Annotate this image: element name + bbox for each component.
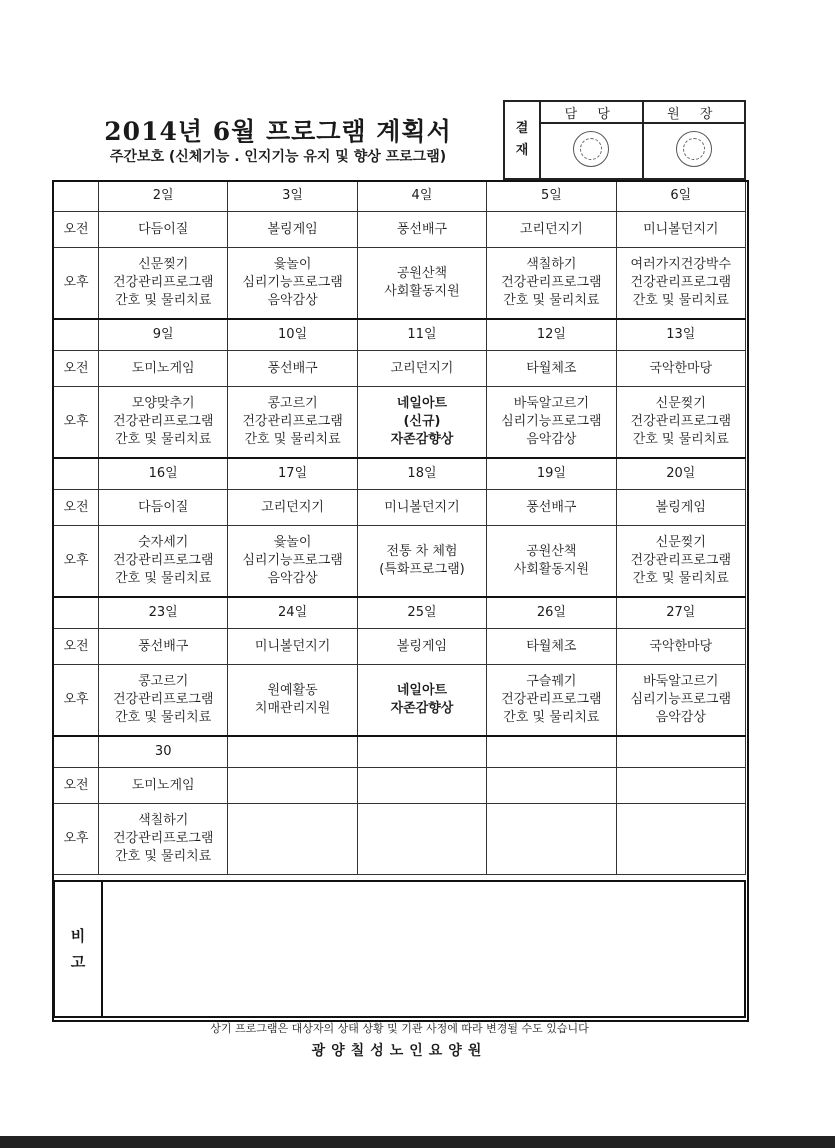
- am-activity-cell: 풍선배구: [487, 490, 616, 526]
- date-cell: 5일: [487, 181, 616, 212]
- pm-activity-cell: [487, 387, 616, 459]
- remarks-content: [102, 881, 745, 1017]
- am-row: [54, 351, 746, 387]
- am-activity-cell: [357, 768, 486, 804]
- date-cell: 10일: [228, 319, 357, 351]
- pm-activity-cell: [99, 804, 228, 875]
- pm-activity-line: 음악감상: [655, 710, 706, 725]
- date-row: [54, 458, 746, 490]
- remarks-label: [54, 881, 102, 1017]
- pm-activity-cell: [228, 387, 357, 459]
- am-label: 오전: [54, 351, 99, 387]
- pm-activity-line: 간호 및 물리치료: [632, 293, 729, 308]
- pm-activity-line: 모양맞추기: [131, 396, 195, 411]
- pm-activity-line: 건강관리프로그램: [112, 275, 214, 290]
- pm-activity-line: 원예활동: [267, 683, 318, 698]
- pm-activity-line: 여러가지건강박수: [630, 257, 732, 272]
- am-activity-cell: 미니볼던지기: [357, 490, 486, 526]
- scan-edge: [0, 1136, 835, 1148]
- pm-activity-cell: [616, 387, 745, 459]
- remarks-label-char: 고: [70, 953, 86, 971]
- date-cell: 4일: [357, 181, 486, 212]
- pm-activity-cell: [487, 248, 616, 320]
- pm-activity-cell: [487, 665, 616, 737]
- pm-activity-line: 사회활동지원: [384, 284, 460, 299]
- pm-row: [54, 248, 746, 320]
- approval-stamp-icon: [573, 131, 609, 167]
- pm-activity-line: 네일아트: [396, 396, 448, 411]
- document-title: 2014년 6월 프로그램 계획서: [104, 117, 452, 146]
- pm-activity-line: 콩고르기: [267, 396, 318, 411]
- am-row: [54, 490, 746, 526]
- date-cell: 18일: [357, 458, 486, 490]
- approval-stamp-icon: [676, 131, 712, 167]
- date-cell: 20일: [616, 458, 745, 490]
- date-row: [54, 181, 746, 212]
- pm-label: 오후: [54, 387, 99, 459]
- date-cell: [357, 736, 486, 768]
- pm-activity-line: 심리기능프로그램: [242, 275, 343, 290]
- pm-activity-line: 음악감상: [526, 432, 577, 447]
- am-label: 오전: [54, 490, 99, 526]
- pm-activity-line: 건강관리프로그램: [630, 275, 732, 290]
- pm-activity-line: 음악감상: [267, 293, 318, 308]
- pm-activity-cell: [228, 665, 357, 737]
- date-cell: 16일: [99, 458, 228, 490]
- pm-row: [54, 804, 746, 875]
- am-activity-cell: 풍선배구: [357, 212, 486, 248]
- date-cell: 3일: [228, 181, 357, 212]
- date-row: [54, 319, 746, 351]
- pm-label: 오후: [54, 526, 99, 598]
- pm-activity-line: 건강관리프로그램: [112, 553, 214, 568]
- pm-activity-line: 색칠하기: [526, 257, 577, 272]
- am-activity-cell: 타월체조: [487, 351, 616, 387]
- am-activity-cell: [487, 768, 616, 804]
- approval-stamp-staff-cell: [540, 123, 643, 179]
- pm-activity-line: 심리기능프로그램: [501, 414, 602, 429]
- pm-activity-line: 간호 및 물리치료: [115, 849, 212, 864]
- pm-activity-line: 간호 및 물리치료: [115, 710, 212, 725]
- date-row-label: [54, 736, 99, 768]
- pm-activity-line: 숫자세기: [138, 535, 189, 550]
- pm-activity-line: 신문찢기: [655, 535, 706, 550]
- pm-activity-cell: [357, 665, 486, 737]
- pm-activity-line: 음악감상: [267, 571, 318, 586]
- am-activity-cell: 볼링게임: [616, 490, 745, 526]
- pm-activity-line: (신규): [403, 414, 441, 429]
- date-cell: 17일: [228, 458, 357, 490]
- date-row-label: [54, 319, 99, 351]
- am-activity-cell: 고리던지기: [487, 212, 616, 248]
- pm-activity-cell: [228, 248, 357, 320]
- pm-activity-line: 신문찢기: [655, 396, 706, 411]
- am-activity-cell: 풍선배구: [228, 351, 357, 387]
- approval-label-char: 재: [515, 143, 529, 158]
- pm-activity-cell: [357, 526, 486, 598]
- am-row: [54, 768, 746, 804]
- pm-activity-cell: [357, 248, 486, 320]
- date-cell: 26일: [487, 597, 616, 629]
- pm-label: 오후: [54, 665, 99, 737]
- pm-activity-line: 구슬꿰기: [526, 674, 577, 689]
- pm-activity-line: 건강관리프로그램: [112, 414, 214, 429]
- pm-label: 오후: [54, 248, 99, 320]
- pm-activity-line: 건강관리프로그램: [630, 414, 732, 429]
- date-cell: 27일: [616, 597, 745, 629]
- pm-activity-line: 간호 및 물리치료: [632, 432, 729, 447]
- pm-label: 오후: [54, 804, 99, 875]
- approval-label-char: 결: [515, 121, 529, 136]
- pm-activity-line: 심리기능프로그램: [630, 692, 732, 707]
- am-activity-cell: 풍선배구: [99, 629, 228, 665]
- pm-activity-cell: [99, 665, 228, 737]
- date-cell: 19일: [487, 458, 616, 490]
- approval-label: [504, 101, 540, 179]
- document-subtitle: 주간보호 (신체기능 . 인지기능 유지 및 향상 프로그램): [109, 149, 447, 165]
- pm-activity-cell: [99, 248, 228, 320]
- pm-activity-line: 간호 및 물리치료: [115, 432, 212, 447]
- am-activity-cell: 볼링게임: [357, 629, 486, 665]
- remarks-label-char: 비: [70, 927, 86, 945]
- date-cell: 11일: [357, 319, 486, 351]
- am-activity-cell: 미니볼던지기: [616, 212, 745, 248]
- approval-role-director: 원 장: [643, 101, 746, 123]
- pm-activity-line: 윷놀이: [273, 535, 312, 550]
- date-cell: 12일: [487, 319, 616, 351]
- pm-activity-line: 건강관리프로그램: [630, 553, 732, 568]
- am-activity-cell: 고리던지기: [228, 490, 357, 526]
- pm-activity-line: 건강관리프로그램: [112, 831, 214, 846]
- pm-activity-cell: [99, 526, 228, 598]
- am-activity-cell: 다듬이질: [99, 212, 228, 248]
- pm-activity-line: 색칠하기: [138, 813, 189, 828]
- pm-activity-line: (특화프로그램): [379, 562, 465, 577]
- date-row-label: [54, 597, 99, 629]
- am-activity-cell: 도미노게임: [99, 351, 228, 387]
- pm-row: [54, 387, 746, 459]
- date-cell: 2일: [99, 181, 228, 212]
- pm-activity-line: 간호 및 물리치료: [503, 710, 600, 725]
- date-cell: 30: [99, 736, 228, 768]
- date-cell: 6일: [616, 181, 745, 212]
- pm-activity-line: 간호 및 물리치료: [244, 432, 341, 447]
- date-row-label: [54, 458, 99, 490]
- pm-activity-cell: [616, 248, 745, 320]
- am-row: [54, 212, 746, 248]
- am-label: 오전: [54, 768, 99, 804]
- date-row: [54, 736, 746, 768]
- am-activity-cell: [228, 768, 357, 804]
- date-cell: 9일: [99, 319, 228, 351]
- pm-activity-line: 건강관리프로그램: [112, 692, 214, 707]
- am-row: [54, 629, 746, 665]
- pm-activity-line: 윷놀이: [273, 257, 312, 272]
- pm-activity-line: 심리기능프로그램: [242, 553, 343, 568]
- date-cell: [228, 736, 357, 768]
- am-activity-cell: 국악한마당: [616, 629, 745, 665]
- date-cell: 25일: [357, 597, 486, 629]
- pm-activity-cell: [357, 387, 486, 459]
- approval-box: [503, 100, 746, 180]
- pm-activity-line: 바둑알고르기: [513, 396, 590, 411]
- pm-activity-line: 네일아트: [396, 683, 448, 698]
- pm-activity-line: 간호 및 물리치료: [115, 293, 212, 308]
- date-row-label: [54, 181, 99, 212]
- document-header: [53, 100, 746, 180]
- date-cell: 13일: [616, 319, 745, 351]
- pm-activity-cell: [228, 804, 357, 875]
- pm-activity-line: 바둑알고르기: [643, 674, 719, 689]
- pm-activity-line: 간호 및 물리치료: [115, 571, 212, 586]
- pm-activity-line: 건강관리프로그램: [501, 692, 602, 707]
- pm-row: [54, 526, 746, 598]
- approval-role-staff: 담 당: [540, 101, 643, 123]
- pm-activity-cell: [357, 804, 486, 875]
- pm-activity-cell: [99, 387, 228, 459]
- am-activity-cell: 다듬이질: [99, 490, 228, 526]
- footer-organization: 광양칠성노인요양원: [311, 1043, 488, 1059]
- date-cell: [616, 736, 745, 768]
- pm-activity-cell: [228, 526, 357, 598]
- pm-activity-line: 공원산책: [526, 544, 577, 559]
- footer-note: 상기 프로그램은 대상자의 상태 상황 및 기관 사정에 따라 변경될 수도 있습니다: [210, 1022, 589, 1035]
- am-activity-cell: 도미노게임: [99, 768, 228, 804]
- schedule-table: [53, 180, 746, 875]
- pm-activity-cell: [616, 526, 745, 598]
- pm-activity-cell: [616, 665, 745, 737]
- pm-activity-line: 콩고르기: [138, 674, 189, 689]
- am-activity-cell: 국악한마당: [616, 351, 745, 387]
- pm-activity-line: 건강관리프로그램: [242, 414, 343, 429]
- am-label: 오전: [54, 212, 99, 248]
- date-cell: [487, 736, 616, 768]
- date-row: [54, 597, 746, 629]
- pm-activity-line: 신문찢기: [138, 257, 189, 272]
- pm-activity-line: 공원산책: [396, 266, 448, 281]
- am-label: 오전: [54, 629, 99, 665]
- date-cell: 24일: [228, 597, 357, 629]
- pm-activity-line: 건강관리프로그램: [501, 275, 602, 290]
- pm-activity-line: 전통 차 체험: [386, 544, 458, 559]
- am-activity-cell: 볼링게임: [228, 212, 357, 248]
- remarks-table: [53, 880, 746, 1018]
- pm-activity-line: 치매관리지원: [254, 701, 331, 716]
- pm-activity-cell: [616, 804, 745, 875]
- am-activity-cell: 고리던지기: [357, 351, 486, 387]
- pm-activity-line: 사회활동지원: [513, 562, 590, 577]
- pm-activity-line: 자존감향상: [390, 701, 454, 716]
- title-block: [53, 100, 503, 180]
- pm-activity-line: 자존감향상: [390, 432, 454, 447]
- am-activity-cell: 미니볼던지기: [228, 629, 357, 665]
- approval-stamp-director-cell: [643, 123, 746, 179]
- pm-row: [54, 665, 746, 737]
- am-activity-cell: 타월체조: [487, 629, 616, 665]
- date-cell: 23일: [99, 597, 228, 629]
- pm-activity-cell: [487, 804, 616, 875]
- pm-activity-cell: [487, 526, 616, 598]
- am-activity-cell: [616, 768, 745, 804]
- pm-activity-line: 간호 및 물리치료: [632, 571, 729, 586]
- pm-activity-line: 간호 및 물리치료: [503, 293, 600, 308]
